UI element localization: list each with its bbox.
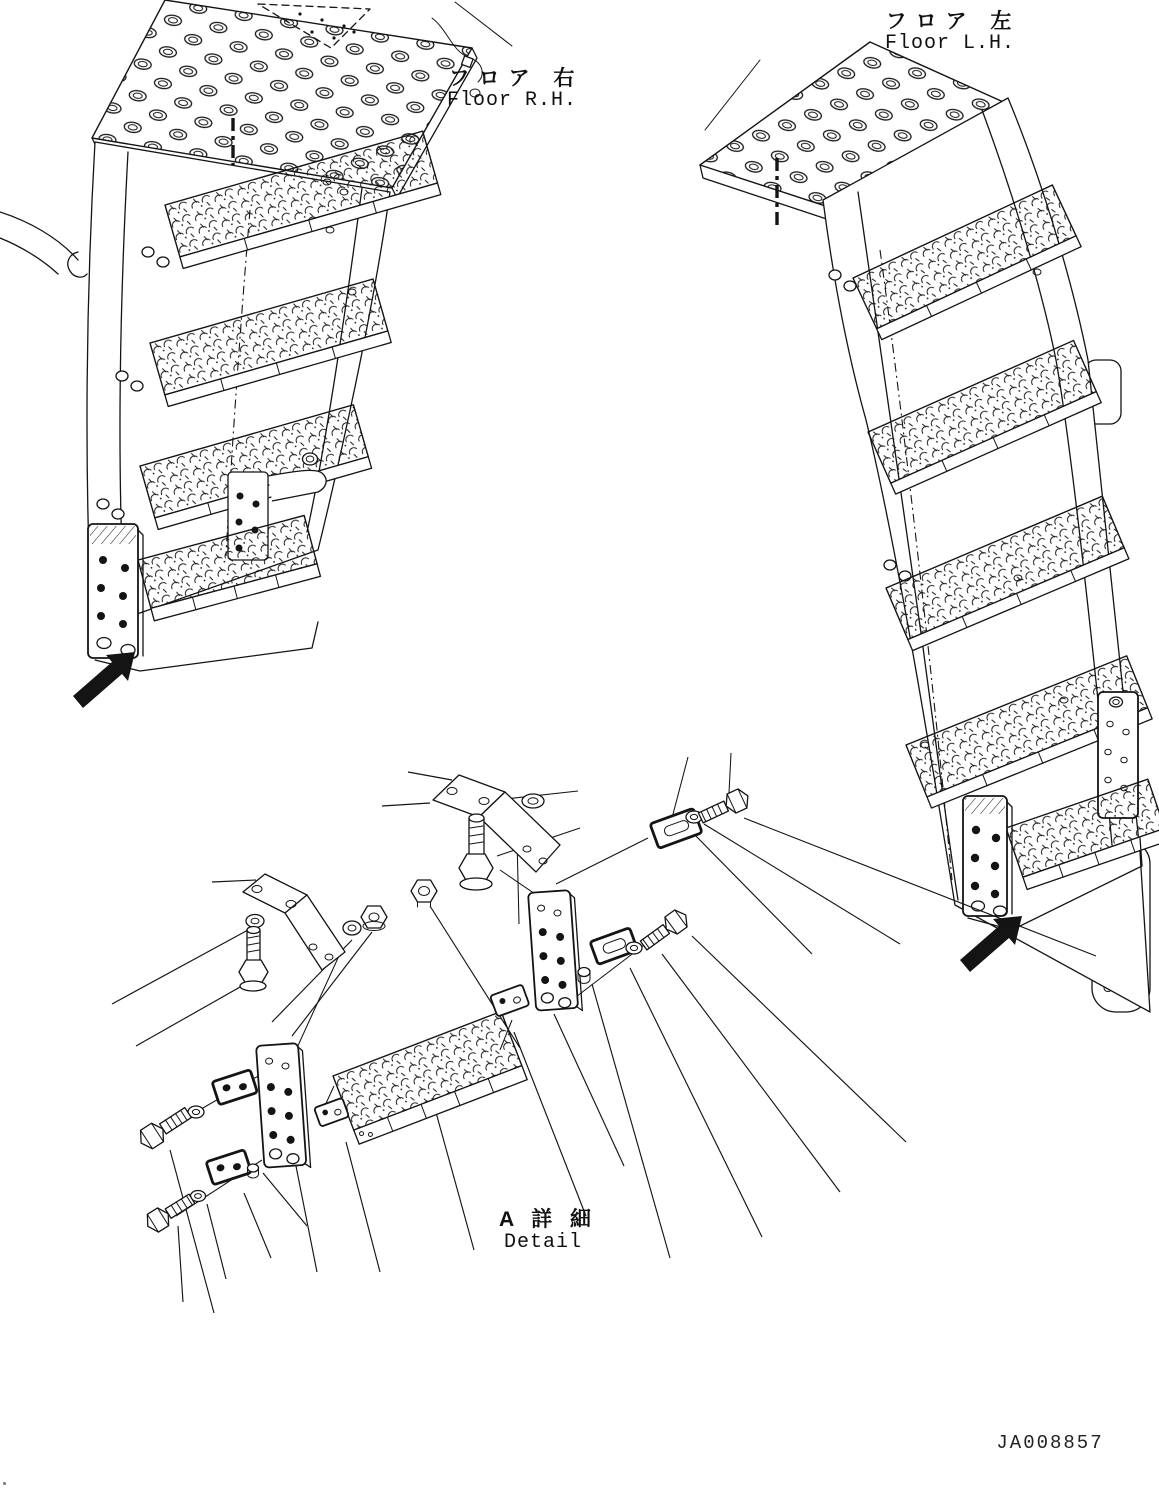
flanged-nut	[361, 906, 387, 931]
hex-nut	[411, 880, 437, 907]
label-floor-lh-en: Floor L.H.	[884, 32, 1016, 55]
ladder-assembly-lh	[700, 42, 1159, 1012]
mounting-bracket-upper	[433, 775, 560, 872]
washer-clamp-2	[626, 942, 642, 954]
side-plate-right	[528, 890, 582, 1014]
label-detail-jp: A 詳 細	[498, 1208, 598, 1231]
view-direction-arrow-rh	[73, 652, 135, 708]
machine-body-fragment	[0, 212, 87, 277]
small-plate-left	[314, 1098, 349, 1127]
spacer-plate-1	[212, 1070, 257, 1105]
drawing-number: JA008857	[996, 1432, 1104, 1454]
washer-mid	[343, 921, 361, 935]
page-artifact-dot	[3, 1482, 6, 1485]
ladder-assembly-rh	[0, 0, 512, 708]
hex-bolt-3	[135, 1103, 194, 1152]
label-floor-rh-jp: フロア 右	[448, 67, 584, 90]
hex-bolt-4	[142, 1190, 197, 1235]
hex-bolt-2	[637, 906, 691, 954]
small-plate-right	[490, 984, 529, 1016]
hex-bolt-1	[696, 786, 752, 827]
step-grate-detail	[333, 1011, 527, 1144]
stud-bolt-left	[239, 927, 268, 992]
washer-left	[246, 915, 264, 928]
plug-2	[248, 1164, 259, 1178]
spacer-plate-2	[206, 1150, 251, 1185]
label-detail-en: Detail	[503, 1231, 583, 1254]
label-floor-rh-en: Floor R.H.	[446, 89, 578, 112]
label-floor-lh-jp: フロア 左	[885, 10, 1021, 33]
side-plate-left	[256, 1043, 311, 1171]
washer-upper	[522, 794, 544, 808]
